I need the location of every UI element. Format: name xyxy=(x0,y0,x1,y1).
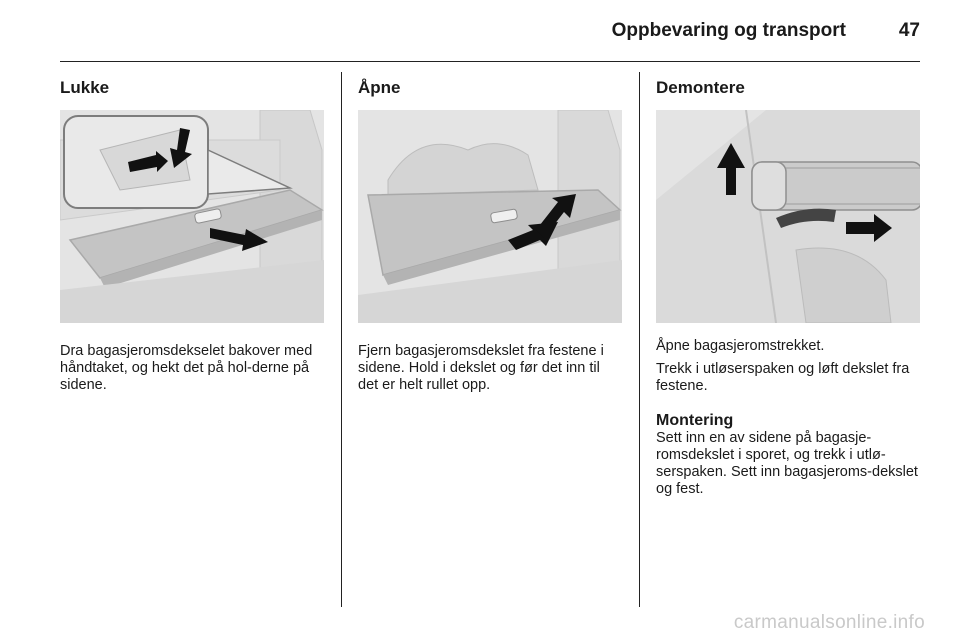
paragraph: Trekk i utløserspaken og løft dekslet fra festene. xyxy=(656,361,910,394)
heading-open: Åpne xyxy=(358,78,401,97)
column-divider xyxy=(341,72,342,607)
section-title: Oppbevaring og transport xyxy=(611,20,846,41)
column-close xyxy=(60,78,324,394)
header-rule xyxy=(60,61,920,62)
paragraph: Sett inn en av sidene på bagasje-romsdekslet i sporet, og trekk i utlø-serspaken. Sett inn bagasjeroms-dekslet og fest. xyxy=(656,430,918,497)
subheading-install: Montering xyxy=(656,412,734,429)
heading-remove: Demontere xyxy=(656,78,745,97)
paragraph: Dra bagasjeromsdekselet bakover med håndtaket, og hekt det på hol-derne på sidene. xyxy=(60,343,313,393)
paragraph: Fjern bagasjeromsdekslet fra festene i sidene. Hold i dekslet og før det inn til det er helt rullet opp. xyxy=(358,343,604,393)
watermark: carmanualsonline.info xyxy=(733,612,925,633)
column-divider xyxy=(639,72,640,607)
column-remove xyxy=(656,78,920,498)
illustration-remove-cover xyxy=(656,110,920,323)
illustration-close-cover xyxy=(60,110,324,323)
column-open xyxy=(358,78,622,394)
heading-close: Lukke xyxy=(60,78,110,97)
paragraph: Åpne bagasjeromstrekket. xyxy=(656,338,825,354)
page-number: 47 xyxy=(898,20,920,41)
illustration-open-cover xyxy=(358,110,622,323)
